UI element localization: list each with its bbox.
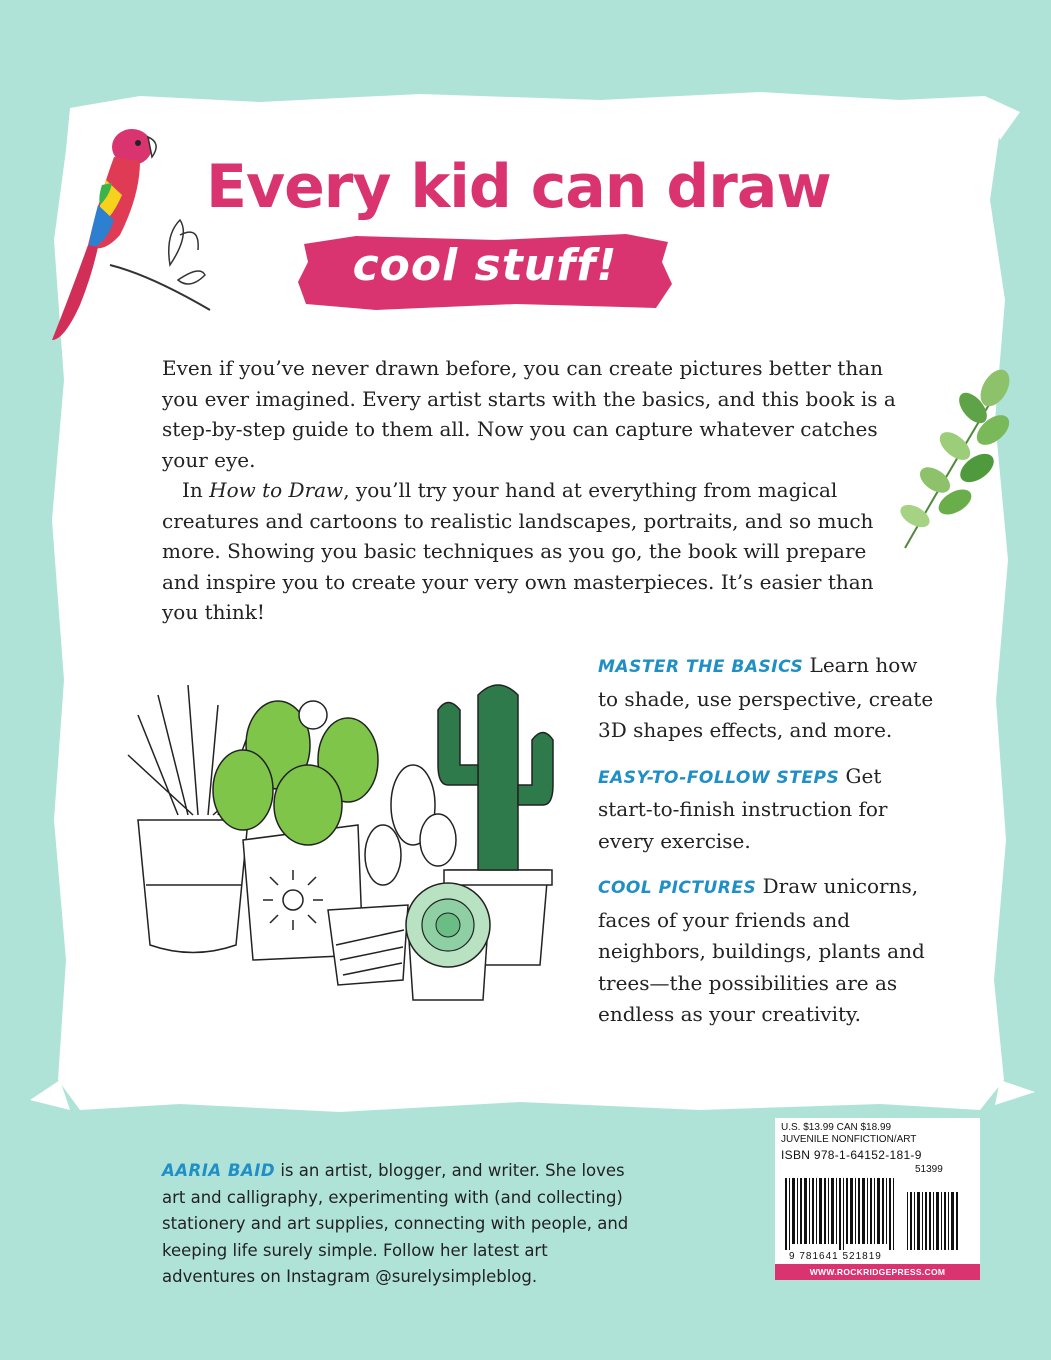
feature-text: Learn how to shade, use perspective, create 3D shapes effects, and more. xyxy=(598,653,934,742)
intro-paragraph-1: Even if you’ve never drawn before, you can create pictures better than you ever imagined. Every artist starts with the basics, and this book is a step-by-step guide to them all. Now you can capture whatever catches your eye. xyxy=(162,356,896,472)
banner-text: cool stuff! xyxy=(352,240,618,291)
headline: Every kid can draw xyxy=(206,152,831,222)
succulents-illustration xyxy=(118,655,558,1005)
author-name: AARIA BAID xyxy=(162,1161,276,1180)
leaf-branch-illustration xyxy=(885,368,1030,553)
feature-easy-steps xyxy=(598,761,938,858)
category-line: JUVENILE NONFICTION/ART xyxy=(781,1134,917,1145)
barcode-digits: 9 781641 521819 xyxy=(789,1251,882,1262)
price-line: U.S. $13.99 CAN $18.99 xyxy=(781,1122,892,1133)
author-bio-text: is an artist, blogger, and writer. She loves art and calligraphy, experimenting with (and collecting) stationery and art supplies, connecting with people, and keeping life surely simple. Follow her latest art adventures on Instagram @surelysimpleblog. xyxy=(162,1161,629,1286)
feature-text: Draw unicorns, faces of your friends and neighbors, buildings, plants and trees—the possibilities are as endless as your creativity. xyxy=(598,874,925,1026)
feature-heading: EASY-TO-FOLLOW STEPS xyxy=(598,767,840,788)
parrot-illustration xyxy=(40,125,220,345)
intro-text xyxy=(162,353,902,628)
publisher-url: WWW.ROCKRIDGEPRESS.COM xyxy=(775,1264,980,1280)
barcode-bars xyxy=(783,1178,973,1250)
author-bio xyxy=(162,1158,642,1291)
feature-master-basics xyxy=(598,650,938,747)
feature-list xyxy=(598,650,938,1045)
barcode-box xyxy=(775,1118,980,1280)
feature-heading: MASTER THE BASICS xyxy=(598,657,804,677)
feature-heading: COOL PICTURES xyxy=(598,878,757,898)
feature-text: Get start-to-finish instruction for every exercise. xyxy=(598,763,888,853)
book-title: How to Draw xyxy=(209,478,344,502)
intro-paragraph-2: In How to Draw, you’ll try your hand at everything from magical creatures and cartoons to realistic landscapes, portraits, and so much more. Showing you basic techniques as you go, the book will prepare and inspire you to create your very own masterpieces. It’s easier than you think! xyxy=(162,478,874,624)
feature-cool-pictures xyxy=(598,871,938,1031)
price-code: 51399 xyxy=(915,1164,943,1175)
isbn-line: ISBN 978-1-64152-181-9 xyxy=(781,1148,922,1162)
